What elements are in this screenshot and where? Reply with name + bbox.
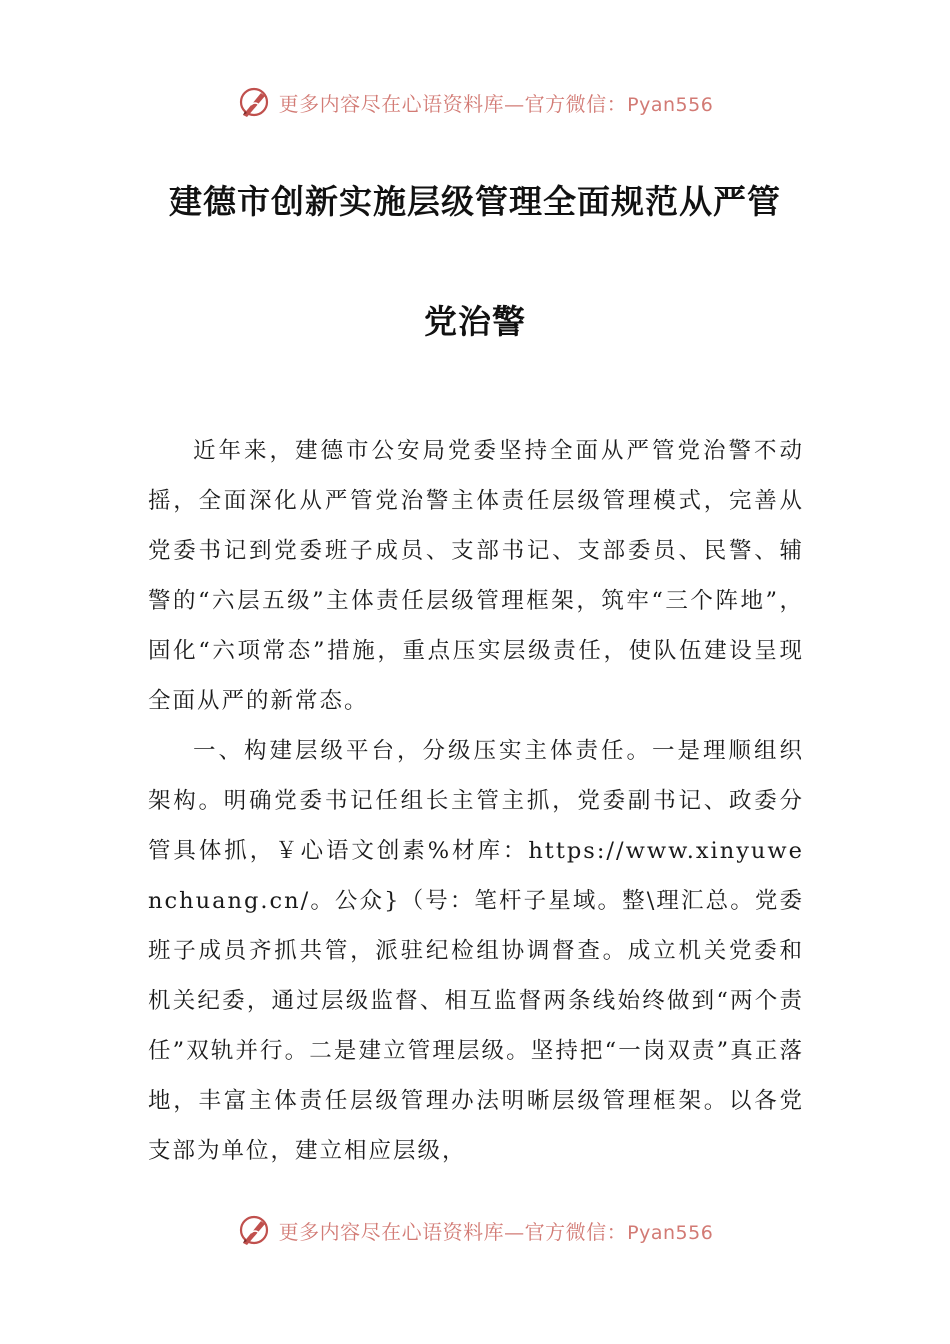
body-paragraph-2: 一、构建层级平台，分级压实主体责任。一是理顺组织架构。明确党委书记任组长主管主抓，党委副书记、政委分管具体抓，￥心语文创素%材库：https://www.xinyuwenchuang.cn/。公众}（号：笔杆子星域。整\理汇总。党委班子成员齐抓共管，派驻纪检组协调督查。成立机关党委和机关纪委，通过层级监督、相互监督两条线始终做到“两个责任”双轨并行。二是建立管理层级。坚持把“一岗双责”真正落地，丰富主体责任层级管理办法明晰层级管理框架。以各党支部为单位，建立相应层级， <box>148 738 804 1164</box>
document-body <box>148 426 804 1176</box>
pen-logo-icon <box>237 1213 271 1247</box>
watermark-text: 更多内容尽在心语资料库—官方微信：Pyan556 <box>278 1219 714 1244</box>
document-title-line-2: 党治警 <box>424 302 526 341</box>
watermark-handle: Pyan556 <box>627 93 714 116</box>
document-title-line-1: 建德市创新实施层级管理全面规范从严管 <box>169 182 781 221</box>
watermark-banner-top <box>0 82 950 122</box>
watermark-handle: Pyan556 <box>627 1221 714 1244</box>
pen-logo-icon <box>237 85 271 119</box>
body-paragraph-1: 近年来，建德市公安局党委坚持全面从严管党治警不动摇，全面深化从严管党治警主体责任层级管理模式，完善从党委书记到党委班子成员、支部书记、支部委员、民警、辅警的“六层五级”主体责任层级管理框架，筑牢“三个阵地”，固化“六项常态”措施，重点压实层级责任，使队伍建设呈现全面从严的新常态。 <box>148 438 804 714</box>
watermark-text: 更多内容尽在心语资料库—官方微信：Pyan556 <box>278 91 714 116</box>
watermark-banner-bottom <box>0 1210 950 1250</box>
